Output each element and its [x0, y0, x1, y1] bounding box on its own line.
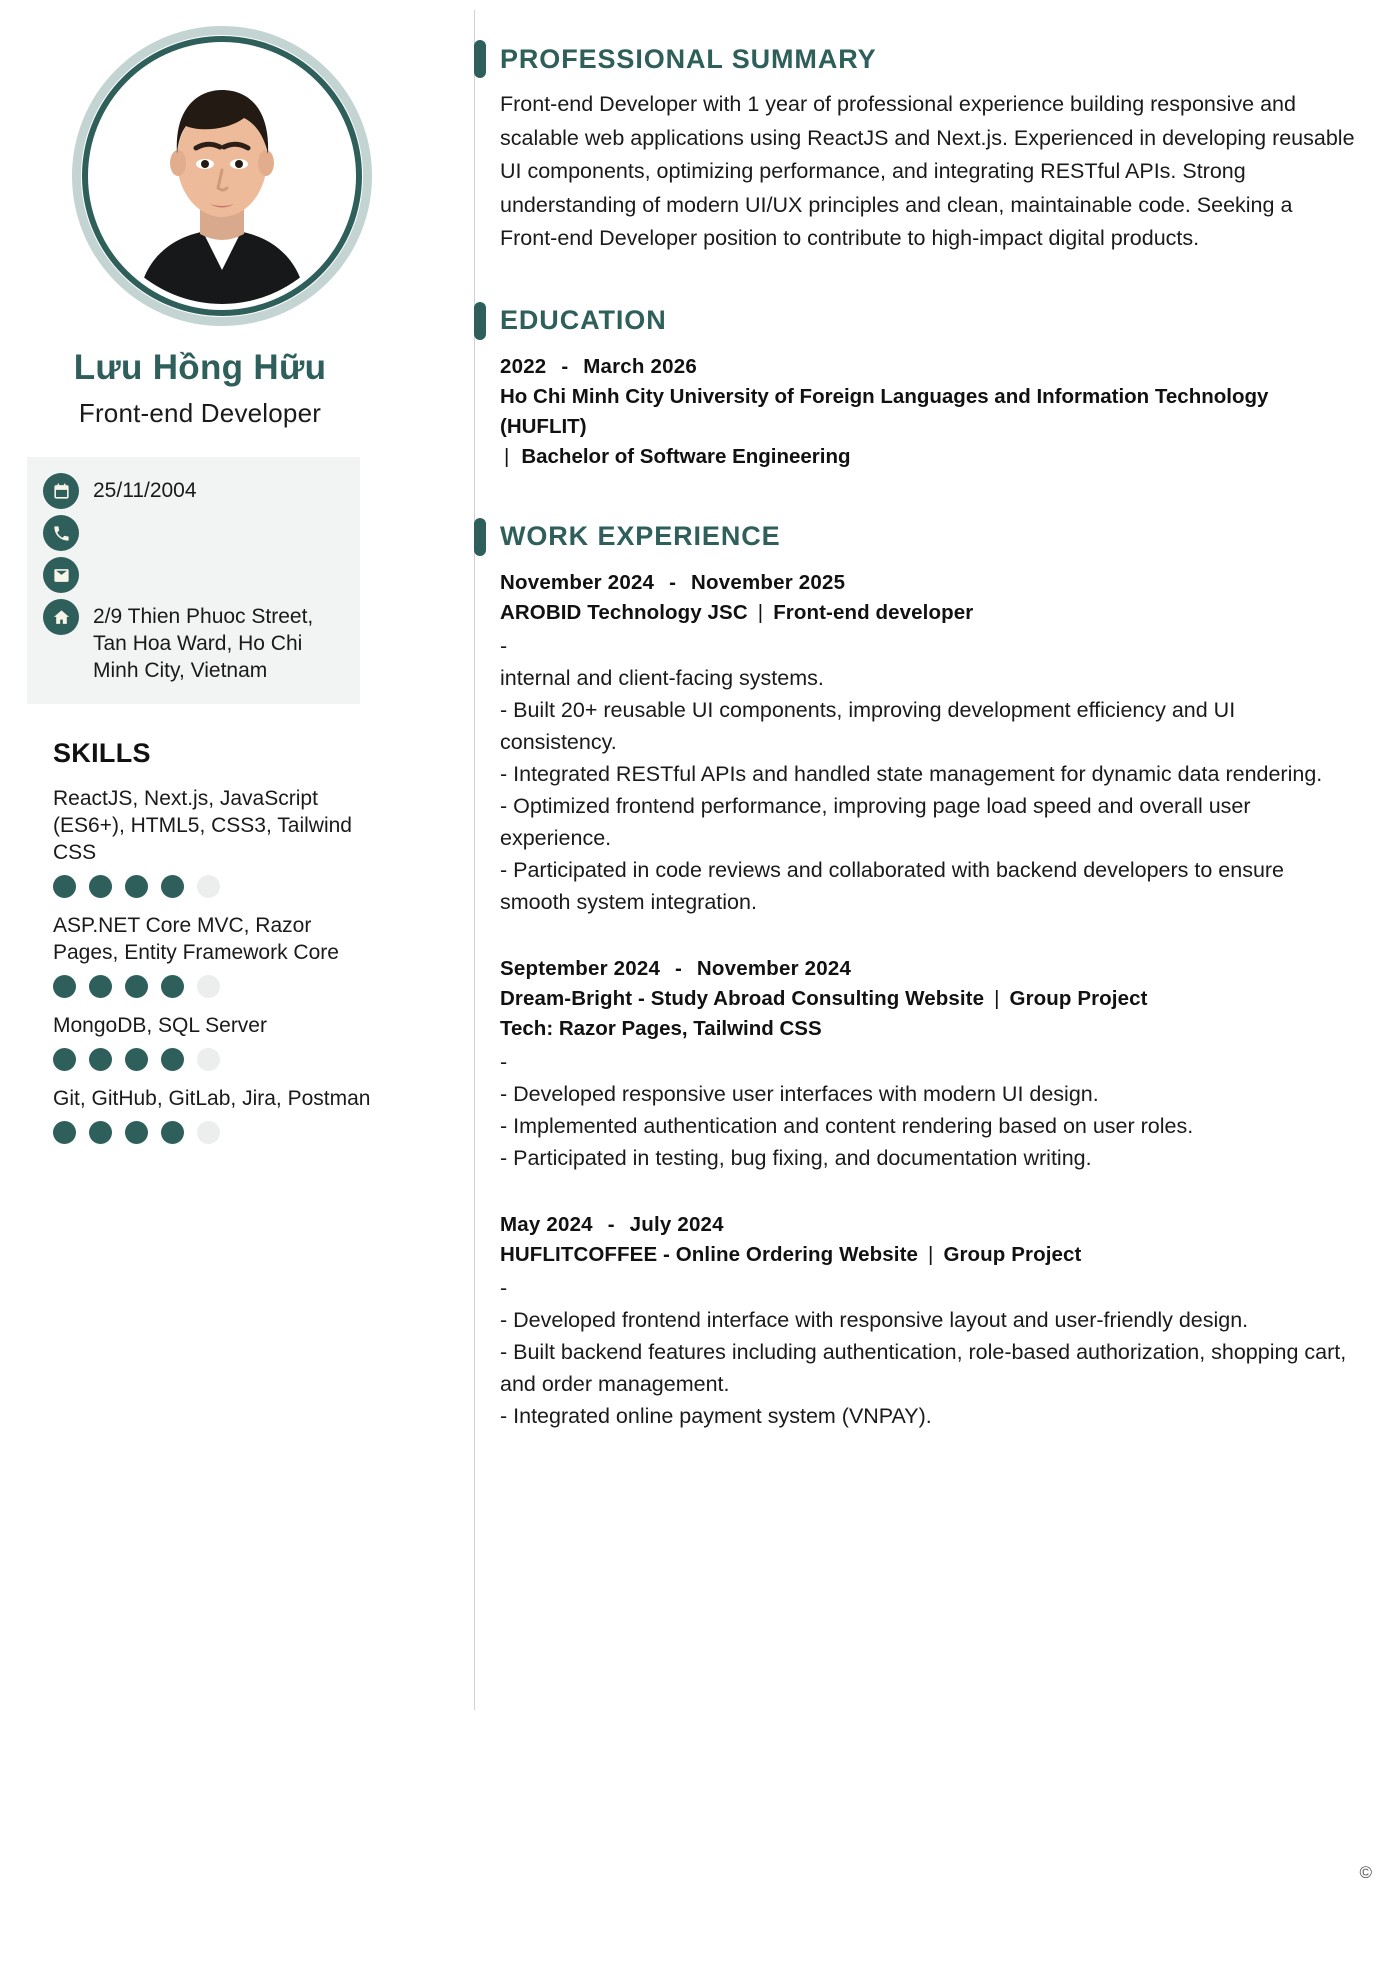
section-title: EDUCATION	[500, 305, 667, 335]
section-accent-bar	[474, 302, 486, 340]
work-bullet: - Implemented authentication and content rendering based on user roles.	[500, 1113, 1194, 1138]
email-icon	[43, 557, 79, 593]
skill-level-dots	[53, 1048, 373, 1071]
work-position: Group Project	[1009, 986, 1148, 1010]
work-bullet: - Optimized frontend performance, improving page load speed and overall user experience.	[500, 793, 1251, 850]
work-date-separator: -	[607, 1212, 615, 1236]
work-end: November 2025	[691, 570, 846, 594]
work-bullet: -	[500, 1049, 508, 1074]
work-bullets	[500, 630, 1355, 918]
education-end: March 2026	[583, 354, 697, 378]
skill-dot	[161, 875, 184, 898]
section-header	[500, 36, 1355, 82]
spacer	[500, 472, 1355, 514]
work-dates	[500, 954, 1355, 984]
skill-dot	[53, 1048, 76, 1071]
skill-item	[53, 912, 373, 998]
section-accent-bar	[474, 518, 486, 556]
work-bullet: - Participated in code reviews and collaborated with backend developers to ensure smooth system integration.	[500, 857, 1285, 914]
skill-dot	[125, 1121, 148, 1144]
avatar	[72, 26, 400, 326]
skill-dot	[125, 975, 148, 998]
skill-dot	[161, 975, 184, 998]
section-work-experience	[500, 514, 1355, 1432]
education-start: 2022	[500, 354, 547, 378]
skills-list	[53, 785, 373, 1144]
contact-item-address	[43, 597, 344, 684]
work-bullet: -	[500, 633, 508, 658]
contact-birthdate-value: 25/11/2004	[93, 479, 197, 502]
education-entry	[500, 352, 1355, 472]
work-date-separator: -	[669, 570, 677, 594]
skill-item	[53, 1012, 373, 1071]
work-title-pipe: |	[757, 600, 764, 624]
work-bullet: - Integrated online payment system (VNPAY).	[500, 1403, 932, 1428]
work-dates	[500, 568, 1355, 598]
contact-card	[27, 457, 360, 704]
section-title: WORK EXPERIENCE	[500, 521, 781, 551]
education-date-separator: -	[561, 354, 569, 378]
skill-dot	[125, 875, 148, 898]
work-organization: HUFLITCOFFEE - Online Ordering Website	[500, 1242, 918, 1266]
skill-level-dots	[53, 1121, 373, 1144]
section-accent-bar	[474, 40, 486, 78]
work-organization: AROBID Technology JSC	[500, 600, 748, 624]
work-title-line	[500, 598, 1355, 628]
work-organization: Dream-Bright - Study Abroad Consulting Website	[500, 986, 985, 1010]
job-role: Front-end Developer	[78, 398, 322, 428]
work-tech: Tech: Razor Pages, Tailwind CSS	[500, 1016, 822, 1040]
work-title-line	[500, 984, 1355, 1014]
spacer	[500, 256, 1355, 298]
work-entry	[500, 1210, 1355, 1432]
work-bullet: - Participated in testing, bug fixing, and documentation writing.	[500, 1145, 1092, 1170]
skill-dot	[53, 975, 76, 998]
skill-dot	[89, 1048, 112, 1071]
skill-label: Git, GitHub, GitLab, Jira, Postman	[53, 1087, 371, 1110]
work-title-line	[500, 1240, 1355, 1270]
page-title: Lưu Hồng Hữu	[73, 348, 327, 387]
contact-address-value: 2/9 Thien Phuoc Street, Tan Hoa Ward, Ho Chi Minh City, Vietnam	[93, 605, 314, 682]
contact-item-birthdate	[43, 471, 344, 511]
work-bullet: - Integrated RESTful APIs and handled state management for dynamic data rendering.	[500, 761, 1323, 786]
skill-dot	[197, 1121, 220, 1144]
education-degree: Bachelor of Software Engineering	[521, 444, 851, 468]
section-title: PROFESSIONAL SUMMARY	[500, 43, 877, 74]
work-date-separator: -	[674, 956, 682, 980]
work-entry	[500, 954, 1355, 1174]
spacer	[500, 1174, 1355, 1202]
work-position: Front-end developer	[773, 600, 974, 624]
summary-text: Front-end Developer with 1 year of professional experience building responsive and scalable web applications using ReactJS and Next.js. Experienced in developing reusable UI components, optimizing performance, and integrating RESTful APIs. Strong understanding of modern UI/UX principles and clean, maintainable code. Seeking a Front-end Developer position to contribute to high-impact digital products.	[500, 92, 1355, 250]
work-bullet: -	[500, 1275, 508, 1300]
work-bullet: - Developed responsive user interfaces with modern UI design.	[500, 1081, 1099, 1106]
work-position: Group Project	[943, 1242, 1082, 1266]
degree-pipe: |	[504, 444, 510, 468]
skill-label: MongoDB, SQL Server	[53, 1014, 267, 1037]
work-dates	[500, 1210, 1355, 1240]
section-header	[500, 514, 1355, 560]
contact-item-phone	[43, 513, 344, 553]
skills-heading: SKILLS	[53, 738, 151, 768]
skill-item	[53, 1085, 373, 1144]
skill-dot	[89, 875, 112, 898]
work-bullets	[500, 1046, 1355, 1174]
work-bullet: - Developed frontend interface with responsive layout and user-friendly design.	[500, 1307, 1249, 1332]
calendar-icon	[43, 473, 79, 509]
skill-dot	[89, 975, 112, 998]
skill-item	[53, 785, 373, 898]
skill-label: ASP.NET Core MVC, Razor Pages, Entity Framework Core	[53, 914, 339, 964]
sidebar	[0, 0, 465, 1981]
work-bullet: - Built 20+ reusable UI components, improving development efficiency and UI consistency.	[500, 697, 1236, 754]
skill-dot	[197, 875, 220, 898]
section-header	[500, 298, 1355, 344]
work-bullet: internal and client-facing systems.	[500, 665, 824, 690]
home-icon	[43, 599, 79, 635]
skill-level-dots	[53, 875, 373, 898]
work-bullet: - Built backend features including authentication, role-based authorization, shopping cart, and order management.	[500, 1339, 1347, 1396]
work-entry	[500, 568, 1355, 918]
work-bullets	[500, 1272, 1355, 1432]
phone-icon	[43, 515, 79, 551]
skill-dot	[125, 1048, 148, 1071]
skill-level-dots	[53, 975, 373, 998]
skill-dot	[53, 875, 76, 898]
skill-dot	[89, 1121, 112, 1144]
profile-photo	[94, 48, 350, 304]
education-dates	[500, 352, 1355, 382]
work-start: September 2024	[500, 956, 661, 980]
spacer	[500, 918, 1355, 946]
section-education	[500, 298, 1355, 472]
education-degree-line	[500, 442, 1355, 472]
main-content	[474, 0, 1400, 1432]
work-start: November 2024	[500, 570, 655, 594]
skill-dot	[161, 1048, 184, 1071]
section-professional-summary	[500, 36, 1355, 256]
skill-dot	[197, 975, 220, 998]
work-end: November 2024	[696, 956, 852, 980]
work-title-pipe: |	[928, 1242, 934, 1266]
skill-dot	[53, 1121, 76, 1144]
work-start: May 2024	[500, 1212, 593, 1236]
skill-label: ReactJS, Next.js, JavaScript (ES6+), HTML5, CSS3, Tailwind CSS	[53, 787, 352, 864]
copyright-symbol: ©	[1359, 1863, 1372, 1882]
skill-dot	[161, 1121, 184, 1144]
work-end: July 2024	[629, 1212, 724, 1236]
work-title-pipe: |	[994, 986, 1000, 1010]
skill-dot	[197, 1048, 220, 1071]
education-school: Ho Chi Minh City University of Foreign Languages and Information Technology (HUFLIT)	[500, 384, 1269, 438]
contact-item-email	[43, 555, 344, 595]
